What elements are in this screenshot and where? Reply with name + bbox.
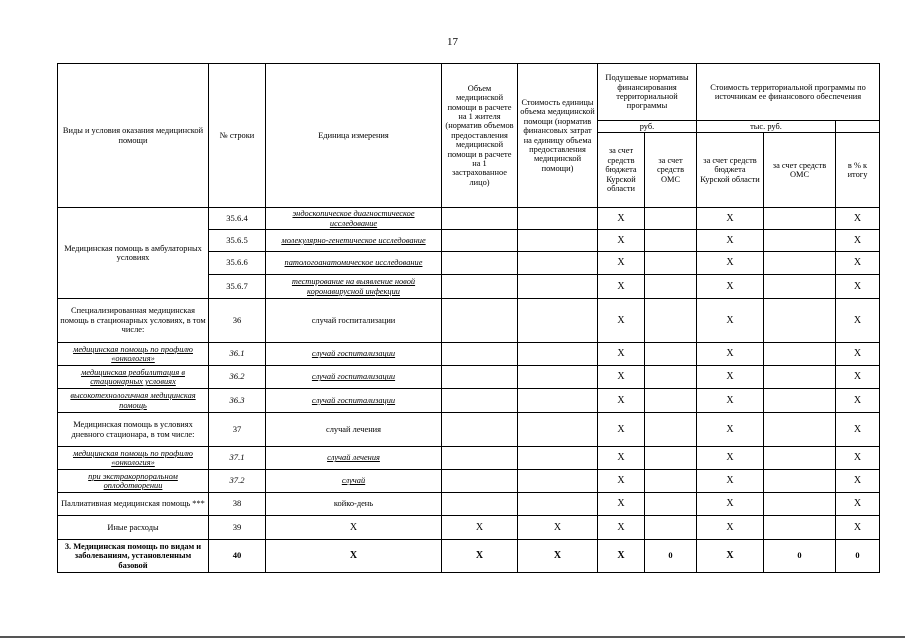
header-sub-budget: за счет средств бюджета Курской области (598, 133, 645, 208)
financing-table (57, 63, 880, 573)
row-volume (442, 230, 518, 252)
row-unit: Х (266, 516, 442, 540)
row-oms (645, 366, 697, 389)
row-no: 36.1 (209, 343, 266, 366)
row-oms-2 (764, 493, 836, 516)
table-row (58, 389, 880, 413)
row-percent: Х (836, 230, 880, 252)
row-unit: случай госпитализации (266, 299, 442, 343)
row-oms-2 (764, 208, 836, 230)
header-unit-thousand-rub: тыс. руб. (697, 121, 836, 133)
header-volume: Объем медицинской помощи в расчете на 1 жителя (норматив объемов предоставления медицинской помощи в расчете на 1 застрахованное лицо) (442, 64, 518, 208)
row-cost (518, 343, 598, 366)
header-unit-rub: руб. (598, 121, 697, 133)
row-budget: Х (598, 275, 645, 299)
row-unit: случай лечения (266, 447, 442, 470)
row-percent: Х (836, 299, 880, 343)
row-percent: 0 (836, 540, 880, 573)
row-oms (645, 470, 697, 493)
row-no: 36.3 (209, 389, 266, 413)
row-cost (518, 252, 598, 275)
row-budget: Х (598, 343, 645, 366)
row-volume (442, 447, 518, 470)
row-percent: Х (836, 470, 880, 493)
row-budget: Х (598, 252, 645, 275)
row-oms (645, 413, 697, 447)
row-cost (518, 275, 598, 299)
row-unit: случай госпитализации (266, 389, 442, 413)
header-sub-budget-2: за счет средств бюджета Курской области (697, 133, 764, 208)
row-percent: Х (836, 366, 880, 389)
row-cost (518, 230, 598, 252)
row-budget: Х (598, 447, 645, 470)
table-row (58, 516, 880, 540)
row-volume (442, 413, 518, 447)
row-no: 37.1 (209, 447, 266, 470)
row-percent: Х (836, 208, 880, 230)
row-no: 38 (209, 493, 266, 516)
row-percent: Х (836, 493, 880, 516)
row-percent: Х (836, 275, 880, 299)
row-cost: Х (518, 540, 598, 573)
row-budget-2: Х (697, 540, 764, 573)
row-oms (645, 208, 697, 230)
row-no: 36 (209, 299, 266, 343)
row-budget-2: Х (697, 275, 764, 299)
row-unit: патологоанатомическое исследование (266, 252, 442, 275)
row-budget-2: Х (697, 413, 764, 447)
header-row-no: № строки (209, 64, 266, 208)
row-budget-2: Х (697, 366, 764, 389)
row-oms (645, 447, 697, 470)
row-cost (518, 447, 598, 470)
row-budget: Х (598, 366, 645, 389)
row-oms-2 (764, 516, 836, 540)
row-kind: Медицинская помощь в условиях дневного стационара, в том числе: (58, 413, 209, 447)
row-no: 35.6.5 (209, 230, 266, 252)
row-budget-2: Х (697, 252, 764, 275)
row-unit: Х (266, 540, 442, 573)
row-budget-2: Х (697, 230, 764, 252)
header-sub-oms-2: за счет средств ОМС (764, 133, 836, 208)
row-oms-2 (764, 230, 836, 252)
row-unit: молекулярно-генетическое исследование (266, 230, 442, 252)
table-row (58, 366, 880, 389)
header-kind: Виды и условия оказания медицинской помощи (58, 64, 209, 208)
row-budget-2: Х (697, 389, 764, 413)
row-volume: Х (442, 516, 518, 540)
row-no: 39 (209, 516, 266, 540)
row-kind: Специализированная медицинская помощь в стационарных условиях, в том числе: (58, 299, 209, 343)
row-oms-2 (764, 366, 836, 389)
table-row (58, 299, 880, 343)
header-sub-percent: в % к итогу (836, 133, 880, 208)
table-row (58, 343, 880, 366)
row-oms (645, 275, 697, 299)
row-no: 37.2 (209, 470, 266, 493)
row-percent: Х (836, 447, 880, 470)
table-row (58, 208, 880, 230)
header-unit: Единица измерения (266, 64, 442, 208)
row-no: 37 (209, 413, 266, 447)
header-cost-program: Стоимость территориальной программы по источникам ее финансового обеспечения (697, 64, 880, 121)
row-oms-2 (764, 389, 836, 413)
row-budget-2: Х (697, 299, 764, 343)
row-oms-2 (764, 252, 836, 275)
row-oms (645, 516, 697, 540)
row-percent: Х (836, 343, 880, 366)
row-cost (518, 208, 598, 230)
row-kind: 3. Медицинская помощь по видам и заболеваниям, установленным базовой (58, 540, 209, 573)
row-cost (518, 413, 598, 447)
row-oms-2 (764, 343, 836, 366)
row-cost (518, 299, 598, 343)
header-unit-empty (836, 121, 880, 133)
row-oms (645, 299, 697, 343)
row-oms (645, 252, 697, 275)
row-kind: Паллиативная медицинская помощь *** (58, 493, 209, 516)
row-kind: медицинская помощь по профилю «онкология» (58, 447, 209, 470)
row-oms-2 (764, 413, 836, 447)
table-row (58, 540, 880, 573)
row-percent: Х (836, 516, 880, 540)
row-oms (645, 493, 697, 516)
row-budget: Х (598, 540, 645, 573)
row-oms: 0 (645, 540, 697, 573)
row-volume (442, 299, 518, 343)
row-cost (518, 493, 598, 516)
row-unit: случай госпитализации (266, 343, 442, 366)
row-budget: Х (598, 208, 645, 230)
row-volume (442, 252, 518, 275)
row-budget: Х (598, 470, 645, 493)
row-oms-2 (764, 275, 836, 299)
row-oms-2 (764, 447, 836, 470)
row-budget-2: Х (697, 208, 764, 230)
row-budget: Х (598, 299, 645, 343)
row-volume (442, 366, 518, 389)
row-volume (442, 275, 518, 299)
row-volume (442, 493, 518, 516)
row-budget-2: Х (697, 516, 764, 540)
row-budget: Х (598, 493, 645, 516)
row-oms-2 (764, 470, 836, 493)
row-no: 40 (209, 540, 266, 573)
row-kind: высокотехнологичная медицинская помощь (58, 389, 209, 413)
table-row (58, 447, 880, 470)
row-unit: случай лечения (266, 413, 442, 447)
row-oms (645, 389, 697, 413)
row-volume: Х (442, 540, 518, 573)
row-percent: Х (836, 389, 880, 413)
row-unit: тестирование на выявление новой коронавирусной инфекции (266, 275, 442, 299)
row-kind: при экстракорпоральном оплодотворении (58, 470, 209, 493)
row-budget: Х (598, 230, 645, 252)
row-no: 36.2 (209, 366, 266, 389)
row-no: 35.6.7 (209, 275, 266, 299)
row-no: 35.6.6 (209, 252, 266, 275)
page-edge-line (0, 636, 905, 638)
row-budget: Х (598, 516, 645, 540)
row-kind: медицинская реабилитация в стационарных условиях (58, 366, 209, 389)
row-unit: койко-день (266, 493, 442, 516)
row-kind: медицинская помощь по профилю «онкология» (58, 343, 209, 366)
table-row (58, 413, 880, 447)
row-oms-2: 0 (764, 540, 836, 573)
row-budget-2: Х (697, 343, 764, 366)
row-no: 35.6.4 (209, 208, 266, 230)
row-oms (645, 343, 697, 366)
row-volume (442, 470, 518, 493)
row-oms-2 (764, 299, 836, 343)
row-unit: случай (266, 470, 442, 493)
table-row (58, 470, 880, 493)
row-volume (442, 343, 518, 366)
row-percent: Х (836, 413, 880, 447)
row-kind: Иные расходы (58, 516, 209, 540)
row-budget: Х (598, 389, 645, 413)
header-sub-oms: за счет средств ОМС (645, 133, 697, 208)
header-unit-cost: Стоимость единицы объема медицинской помощи (норматив финансовых затрат на единицу объема предоставления медицинской помощи) (518, 64, 598, 208)
header-per-capita: Подушевые нормативы финансирования территориальной программы (598, 64, 697, 121)
row-unit: случай госпитализации (266, 366, 442, 389)
row-cost (518, 366, 598, 389)
row-budget-2: Х (697, 493, 764, 516)
row-unit: эндоскопическое диагностическое исследование (266, 208, 442, 230)
page-number: 17 (447, 36, 458, 48)
row-budget-2: Х (697, 470, 764, 493)
row-cost (518, 389, 598, 413)
row-cost (518, 470, 598, 493)
row-percent: Х (836, 252, 880, 275)
row-volume (442, 389, 518, 413)
row-budget-2: Х (697, 447, 764, 470)
row-oms (645, 230, 697, 252)
table-row (58, 493, 880, 516)
row-volume (442, 208, 518, 230)
row-budget: Х (598, 413, 645, 447)
row-kind-ambulatory: Медицинская помощь в амбулаторных условиях (58, 208, 209, 299)
row-cost: Х (518, 516, 598, 540)
